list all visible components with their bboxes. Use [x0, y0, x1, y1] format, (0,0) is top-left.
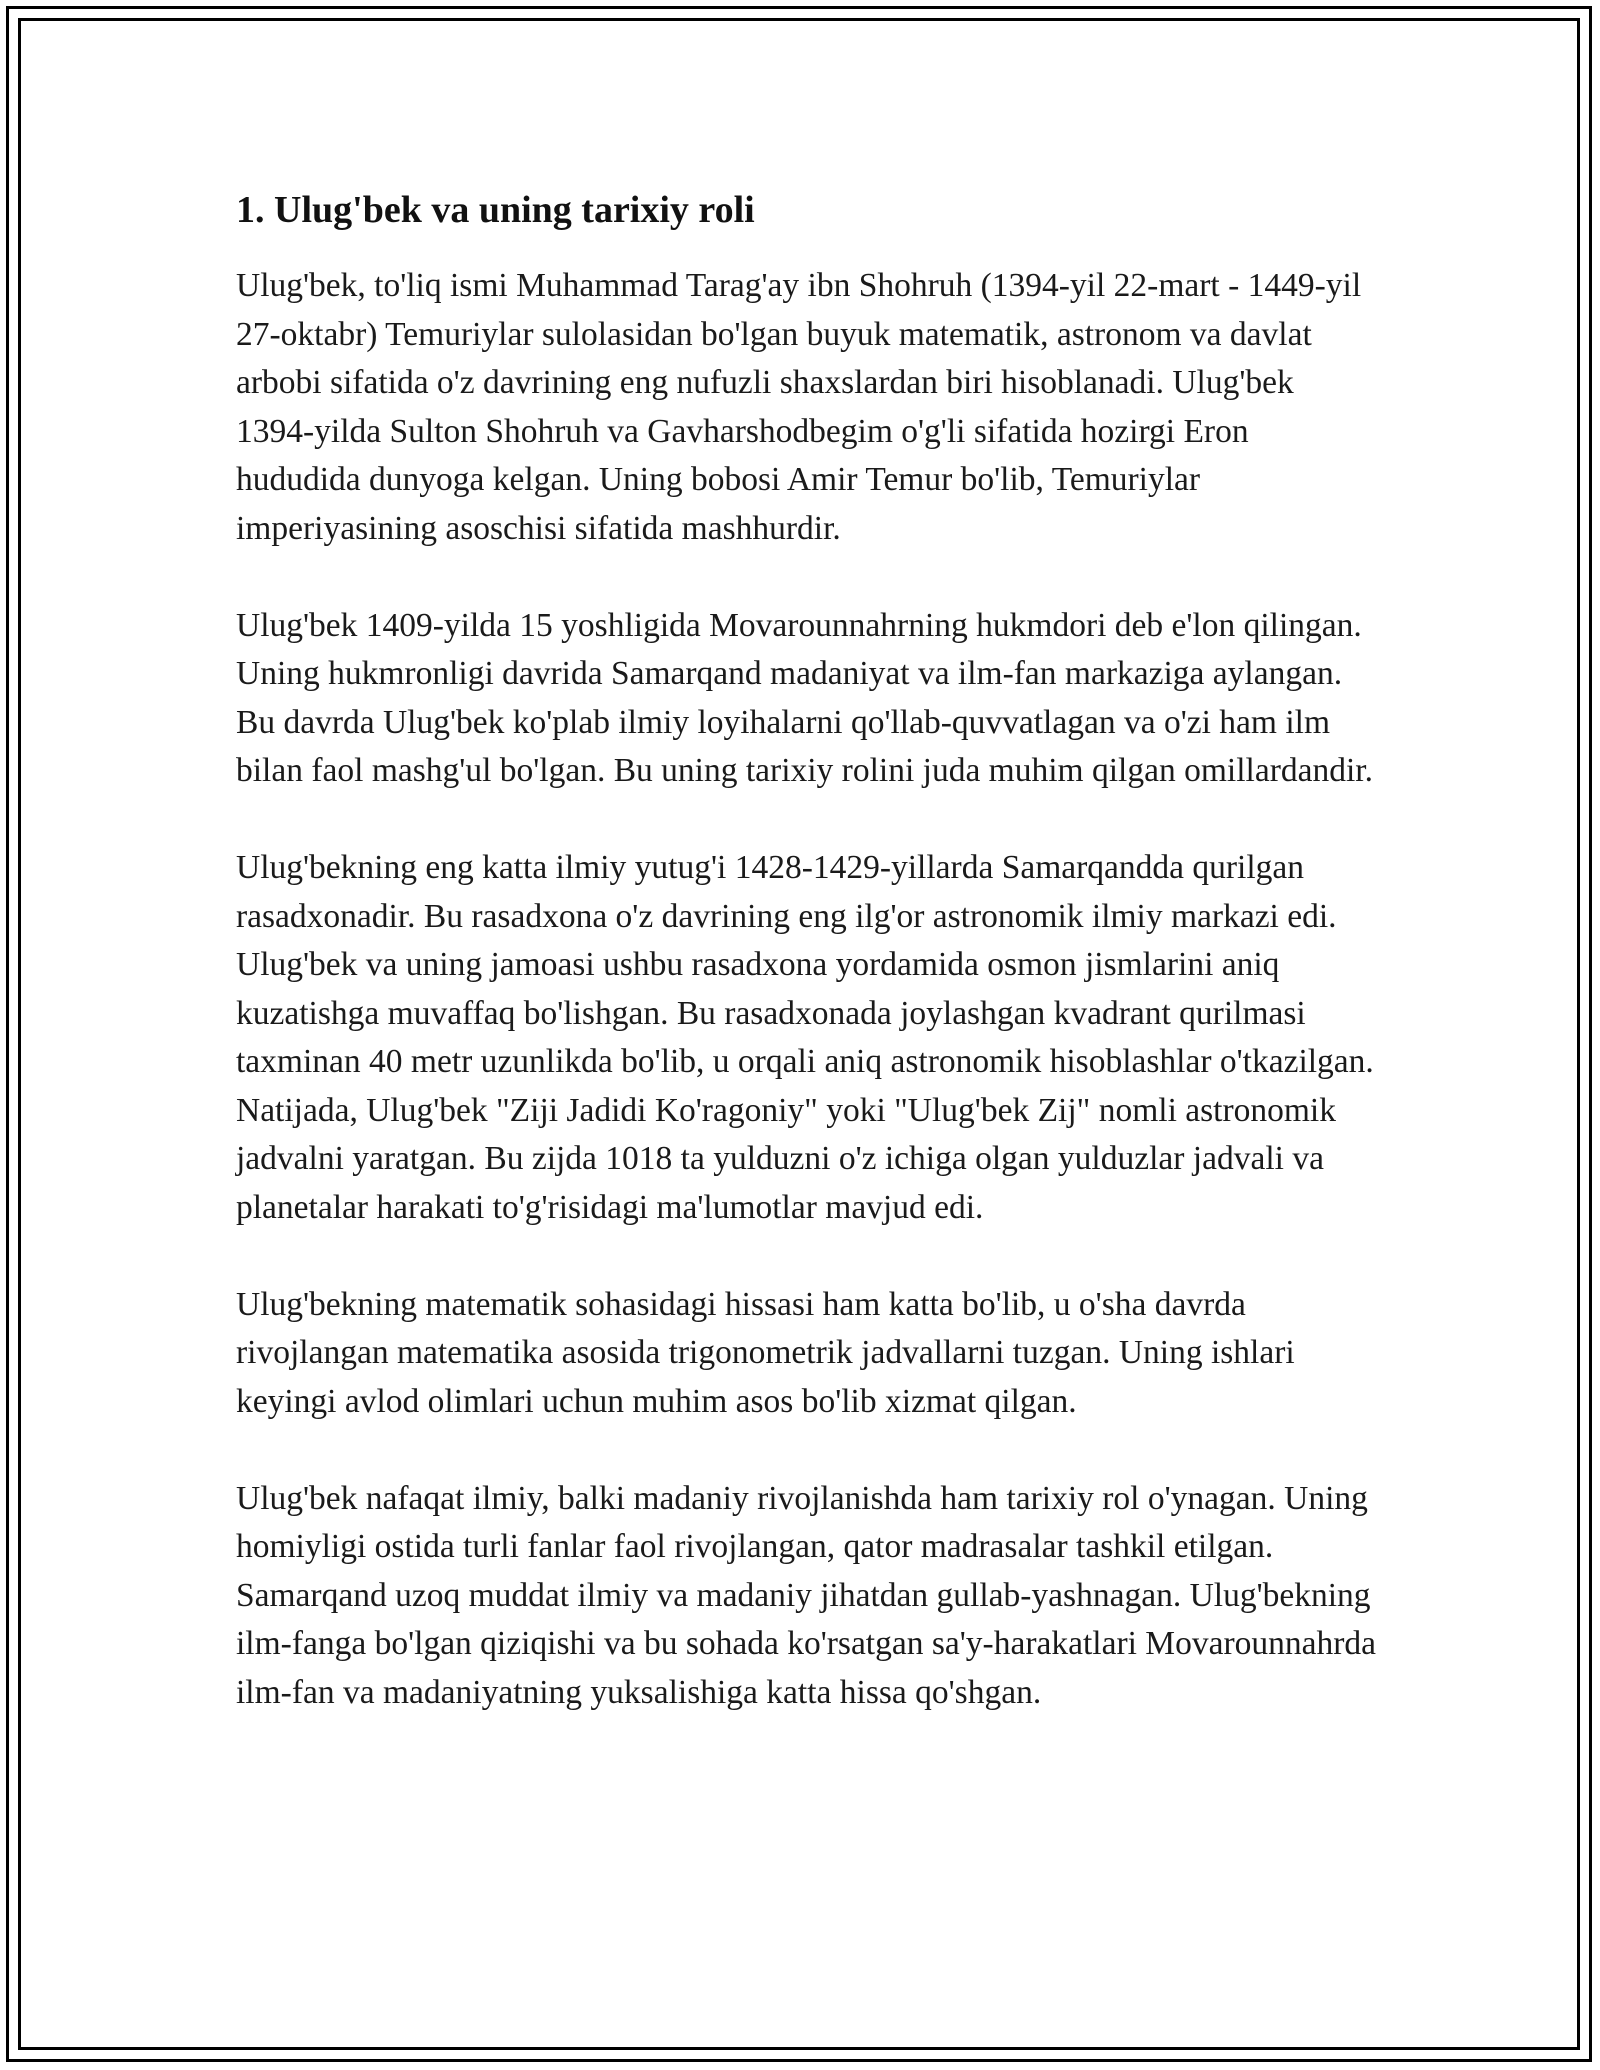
paragraph-culture: Ulug'bek nafaqat ilmiy, balki madaniy rivojlanishda ham tarixiy rol o'ynagan. Uning homiyligi ostida turli fanlar faol rivojlangan, qator madrasalar tashkil etilgan. Samarqand uzoq muddat ilmiy va madaniy jihatdan gullab-yashnagan. Ulug'bekning ilm-fanga bo'lgan qiziqishi va bu sohada ko'rsatgan sa'y-harakatlari Movarounnahrda ilm-fan va madaniyatning yuksalishiga katta hissa qo'shgan.	[236, 1479, 1376, 1711]
paragraph-mathematics: Ulug'bekning matematik sohasidagi hissasi ham katta bo'lib, u o'sha davrda rivojlangan matematika asosida trigonometrik jadvallarni tuzgan. Uning ishlari keyingi avlod olimlari uchun muhim asos bo'lib xizmat qilgan.	[236, 1285, 1295, 1420]
document-body	[236, 186, 1376, 1766]
paragraph-rule: Ulug'bek 1409-yilda 15 yoshligida Movarounnahrning hukmdori deb e'lon qilingan. Uning hukmronligi davrida Samarqand madaniyat va ilm-fan markaziga aylangan. Bu davrda Ulug'bek ko'plab ilmiy loyihalarni qo'llab-quvvatlagan va o'zi ham ilm bilan faol mashg'ul bo'lgan. Bu uning tarixiy rolini juda muhim qilgan omillardandir.	[236, 606, 1373, 789]
paragraph-biography: Ulug'bek, to'liq ismi Muhammad Tarag'ay ibn Shohruh (1394-yil 22-mart - 1449-yil 27-oktabr) Temuriylar sulolasidan bo'lgan buyuk matematik, astronom va davlat arbobi sifatida o'z davrining eng nufuzli shaxslardan biri hisoblanadi. Ulug'bek 1394-yilda Sulton Shohruh va Gavharshodbegim o'g'li sifatida hozirgi Eron hududida dunyoga kelgan. Uning bobosi Amir Temur bo'lib, Temuriylar imperiyasining asoschisi sifatida mashhurdir.	[236, 267, 1362, 547]
section-heading: 1. Ulug'bek va uning tarixiy roli	[236, 189, 755, 231]
paragraph-observatory: Ulug'bekning eng katta ilmiy yutug'i 1428-1429-yillarda Samarqandda qurilgan rasadxonadir. Bu rasadxona o'z davrining eng ilg'or astronomik ilmiy markazi edi. Ulug'bek va uning jamoasi ushbu rasadxona yordamida osmon jismlarini aniq kuzatishga muvaffaq bo'lishgan. Bu rasadxonada joylashgan kvadrant qurilmasi taxminan 40 metr uzunlikda bo'lib, u orqali aniq astronomik hisoblashlar o'tkazilgan. Natijada, Ulug'bek "Ziji Jadidi Ko'ragoniy" yoki "Ulug'bek Zij" nomli astronomik jadvalni yaratgan. Bu zijda 1018 ta yulduzni o'z ichiga olgan yulduzlar jadvali va planetalar harakati to'g'risidagi ma'lumotlar mavjud edi.	[236, 849, 1374, 1226]
